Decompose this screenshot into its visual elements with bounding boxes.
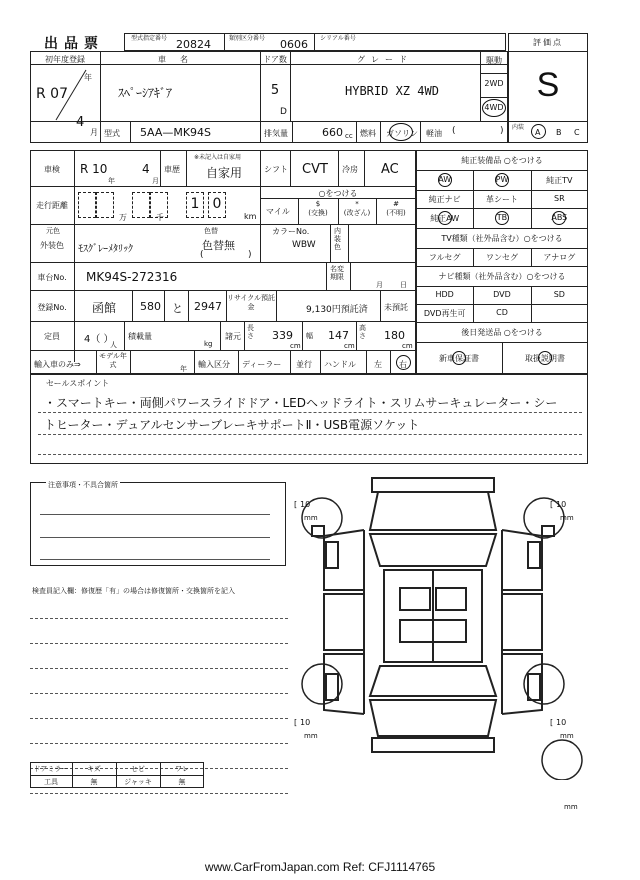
fuel-gas-circle (389, 123, 413, 141)
capacity-label: 定員 (44, 332, 60, 341)
tire-unit: mm (564, 803, 578, 811)
sales-points-label: セールスポイント (46, 379, 110, 388)
mileage-digit: 1 (190, 196, 200, 212)
width-label: 幅 (306, 332, 313, 340)
inspector-line (30, 643, 288, 644)
tire-bracket: [ (550, 500, 554, 509)
fuel-label: 燃料 (360, 129, 376, 138)
mileage-digit-box (132, 192, 150, 218)
equipment-check-circle (438, 173, 452, 187)
recycle-amount: 9,130円預託済 (306, 305, 368, 315)
mileage-digit-box (96, 192, 114, 218)
equipment-item: アナログ (543, 253, 576, 262)
doors-value: 5 (270, 83, 280, 98)
equipment-item: ワンセグ (485, 253, 518, 262)
shift-label: シフト (264, 165, 288, 174)
tire-depth-value: 10 (300, 500, 311, 509)
ac-label: 冷房 (342, 165, 358, 174)
inspector-line (30, 793, 288, 794)
fuel-other-bracket: ( (452, 126, 456, 136)
chassis-label: 車台No. (37, 273, 67, 282)
rating-label: 評価点 (533, 38, 563, 47)
mileage-option-unknown: # (不明) (386, 200, 406, 217)
length-value: 339 (272, 329, 293, 342)
inspector-label: 検査員記入欄：修復歴「有」の場合は修復箇所・交換箇所を記入 (32, 587, 235, 595)
color-change-bracket-close: ) (248, 250, 252, 260)
reg-label: 登録No. (37, 303, 67, 312)
import-dealer: ディーラー (242, 360, 282, 369)
equipment-item: 純正ナビ (428, 195, 461, 204)
import-class-label: 輸入区分 (198, 360, 230, 369)
door-type: D (280, 107, 287, 117)
equipment-item: 取扱説明書 (525, 354, 565, 363)
tire-bracket: [ (550, 718, 554, 727)
legend-door-mirror: ドアミラー (33, 765, 69, 773)
model-label: 型式 (104, 129, 120, 138)
history-note: ※未記入は自家用 (194, 154, 242, 161)
handle-left: 左 (374, 360, 382, 369)
car-name-label: 車名 (158, 55, 202, 64)
grade-value: HYBRID XZ 4WD (345, 84, 439, 98)
shaken-label: 車検 (44, 165, 60, 174)
recycle-unpaid: 未預託 (384, 303, 408, 312)
sales-point-line-2: トヒーター・デュアルセンサーブレーキサポートⅡ・USB電源ソケット (44, 418, 420, 432)
displacement-unit: cc (345, 132, 353, 140)
legend-scratch: キズ (87, 765, 101, 773)
tire-depth-value: 10 (556, 718, 567, 727)
equipment-item: AW (438, 175, 452, 184)
grade-label: グレード (357, 55, 413, 64)
color-no-label: カラーNo. (272, 227, 310, 236)
legend-break: ワレ (175, 765, 189, 773)
equipment-header: ナビ種類（社外品含む）○をつける (438, 272, 566, 281)
reg-area: 函館 (92, 301, 117, 315)
mileage-option-tamper: * (改ざん) (343, 200, 371, 217)
history-label: 車歴 (164, 165, 180, 174)
equipment-check-circle (538, 351, 552, 365)
equipment-check-circle (452, 351, 466, 365)
mileage-sen-unit: 千 (156, 213, 164, 222)
footer-reference: www.CarFromJapan.com Ref: CFJ1114765 (204, 860, 436, 874)
caution-label: 注意事項・不具合箇所 (48, 481, 118, 489)
ac-value: AC (381, 162, 399, 177)
first-reg-label: 初年度登録 (45, 55, 85, 64)
color-change-label: 色替 (204, 227, 218, 235)
history-value: 自家用 (206, 166, 243, 180)
width-unit: cm (344, 342, 355, 350)
equipment-check-circle (438, 211, 452, 225)
height-value: 180 (384, 329, 405, 342)
displacement-label: 排気量 (264, 129, 288, 138)
interior-label: 内装 (512, 124, 525, 131)
legend-jack-value: 無 (178, 778, 186, 786)
equipment-item: HDD (435, 290, 454, 299)
equipment-check-circle (495, 211, 509, 225)
caution-box (30, 482, 286, 566)
tire-unit: mm (560, 732, 574, 740)
mileage-option-mile: マイル (266, 207, 290, 216)
model-designation-label: 型式指定番号 (131, 35, 168, 42)
tire-unit: mm (304, 514, 318, 522)
year-unit: 年 (84, 73, 92, 82)
tire-unit: mm (560, 514, 574, 522)
mileage-digit: 0 (212, 196, 222, 212)
shaken-year: R 10 (80, 162, 108, 176)
capacity-value: 4（ ） (84, 334, 114, 345)
first-reg-year: R 07 (36, 86, 68, 102)
load-unit: kg (204, 340, 213, 348)
equipment-item: ABS (551, 213, 568, 222)
equipment-item: DVD (493, 290, 511, 299)
car-body-diagram (300, 470, 600, 780)
equipment-check-circle (495, 173, 509, 187)
model-value: 5AA—MK94S (140, 126, 212, 139)
color-change-value: 色替無 (202, 239, 235, 252)
inspector-line (30, 693, 288, 694)
import-parallel: 並行 (296, 360, 312, 369)
fuel-gas: ガソリン (386, 129, 418, 138)
equipment-item: 純正TV (546, 176, 573, 185)
mileage-options-header: ○をつける (318, 189, 358, 198)
handle-label: ハンドル (324, 360, 356, 369)
drive-2wd: 2WD (484, 79, 504, 88)
name-change-month-unit: 月 (376, 281, 383, 289)
equipment-header: 後日発送品 ○をつける (461, 328, 543, 337)
category-label: 類別区分番号 (229, 35, 266, 42)
color-change-bracket: ( (200, 250, 204, 260)
inspector-line (30, 743, 288, 744)
fuel-diesel-label: 軽油 (426, 129, 442, 138)
sales-point-line-1: ・スマートキー・両側パワースライドドア・LEDヘッドライト・スリムサーキュレーター・シー (44, 396, 558, 410)
equipment-item: TB (496, 213, 508, 222)
drive-4wd-circle (482, 99, 506, 117)
int-color-label: 内装色 (334, 227, 341, 251)
color-orig-label: 元色 (46, 227, 60, 235)
interior-grade-a: A (535, 128, 541, 137)
model-designation-value: 20824 (176, 38, 211, 51)
legend-crack: ヒビ (131, 765, 145, 773)
shaken-month: 4 (142, 162, 150, 176)
height-label: 高さ (359, 324, 366, 340)
height-unit: cm (402, 342, 413, 350)
rating-value: S (536, 66, 560, 104)
tire-unit: mm (304, 732, 318, 740)
legend-jack: ジャッキ (124, 778, 152, 786)
ext-color-label: 外装色 (40, 241, 64, 250)
import-label: 輸入車のみ⇒ (34, 360, 81, 369)
tire-bracket: [ (294, 500, 298, 509)
mileage-man-unit: 万 (119, 213, 127, 222)
fuel-other-bracket-close: ) (500, 126, 504, 136)
month-unit: 月 (90, 128, 98, 137)
capacity-unit: 人 (110, 341, 117, 349)
tire-depth-value: 10 (300, 718, 311, 727)
tire-depth-value: 10 (556, 500, 567, 509)
handle-right: 右 (399, 360, 407, 369)
model-year-unit: 年 (180, 365, 187, 373)
recycle-label: リサイクル預託金 (226, 294, 276, 311)
length-unit: cm (290, 342, 301, 350)
tire-bracket: [ (294, 718, 298, 727)
shift-value: CVT (302, 162, 328, 177)
reg-class: 580 (140, 300, 161, 313)
mileage-label: 走行距離 (36, 201, 68, 210)
equipment-item: SR (554, 194, 565, 203)
name-change-label: 名変期限 (330, 265, 344, 281)
size-label: 諸元 (225, 332, 241, 341)
equipment-item: 純正AW (430, 214, 460, 223)
inspector-line (30, 718, 288, 719)
equipment-item: DVD再生可 (423, 309, 466, 318)
mileage-digit-box (78, 192, 96, 218)
handle-right-circle (396, 355, 411, 370)
inspector-line (30, 668, 288, 669)
width-value: 147 (328, 329, 349, 342)
interior-grade-b: B (556, 128, 562, 137)
mileage-option-exchange: $ (交換) (308, 200, 328, 217)
interior-grade-c: C (574, 128, 580, 137)
car-name: ｽﾍﾟｰｼｱｷﾞｱ (118, 86, 173, 100)
length-label: 長さ (247, 324, 254, 340)
drive-label: 駆動 (486, 56, 502, 65)
mileage-km-unit: km (244, 212, 257, 221)
equipment-item: SD (553, 290, 565, 299)
model-year-label: モデル年式 (99, 352, 127, 369)
inspector-line (30, 618, 288, 619)
equipment-item: フルセグ (428, 253, 461, 262)
displacement-value: 660 (322, 126, 343, 139)
name-change-day-unit: 日 (400, 281, 407, 289)
serial-label: シリアル番号 (320, 35, 356, 42)
equipment-item: 新車保証書 (439, 354, 479, 363)
category-value: 0606 (280, 38, 308, 51)
ext-color-value: ﾓｽｸﾞﾚｰﾒﾀﾘｯｸ (78, 244, 133, 255)
equipment-header: 純正装備品 ○をつける (461, 156, 543, 165)
first-reg-month: 4 (76, 115, 85, 130)
chassis-value: MK94S-272316 (86, 270, 178, 284)
legend-tools: 工具 (44, 778, 58, 786)
legend-tools-value: 無 (90, 778, 98, 786)
drive-4wd: 4WD (484, 103, 504, 112)
doors-label: ドア数 (263, 55, 287, 64)
shaken-month-unit: 月 (152, 177, 159, 185)
load-label: 積載量 (128, 332, 152, 341)
equipment-item: CD (496, 308, 508, 317)
reg-kana: と (172, 302, 183, 315)
form-title: 出品票 (44, 36, 104, 52)
equipment-header: TV種類（社外品含む）○をつける (441, 234, 563, 243)
reg-number: 2947 (194, 300, 222, 313)
equipment-item: 革シート (485, 195, 518, 204)
equipment-item: PW (495, 175, 509, 184)
shaken-year-unit: 年 (108, 177, 115, 185)
interior-a-circle (531, 124, 546, 139)
color-no-value: WBW (292, 240, 316, 250)
